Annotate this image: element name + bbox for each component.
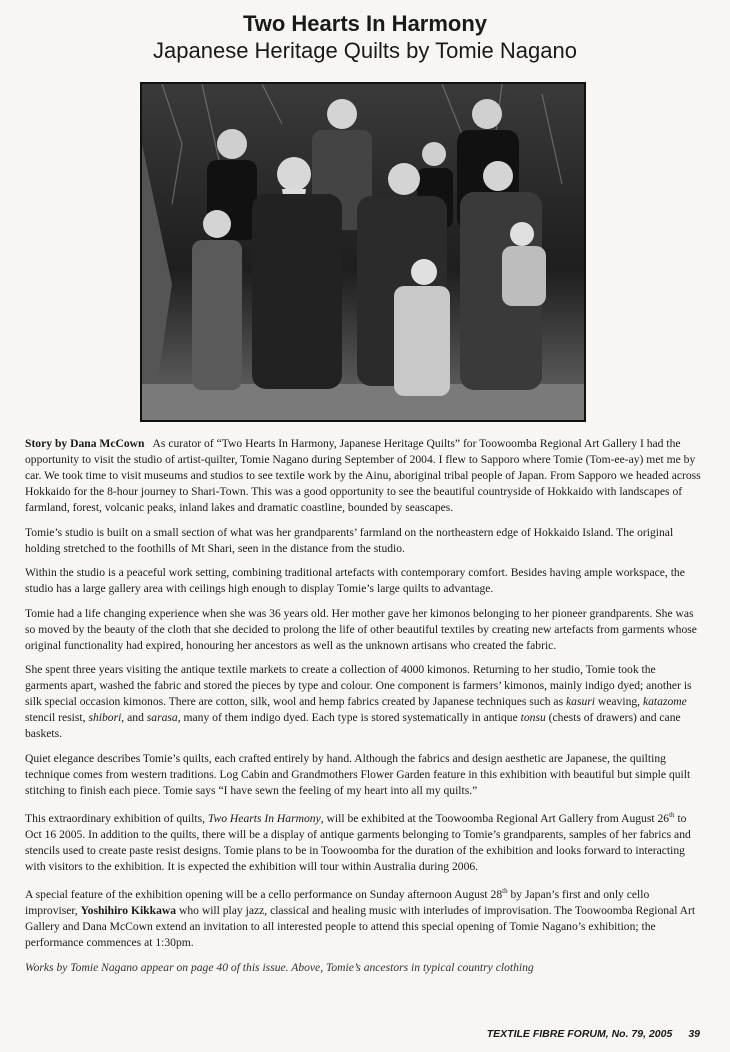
paragraph [25,662,701,742]
page-subtitle: Japanese Heritage Quilts by Tomie Nagano [153,38,577,63]
paragraph: Within the studio is a peaceful work setting, combining traditional artefacts with contemporary comfort. Besides having ample workspace, the studio has a large gallery area with ceilings high enough to display Tomie’s large quilts to advantage. [25,566,685,595]
publication-name: TEXTILE FIBRE FORUM, No. 79, 2005 [486,1028,673,1040]
performer-name: Yoshihiro Kikkawa [80,904,177,918]
article-body [25,436,701,984]
paragraph-text: stencil resist, [25,711,86,724]
paragraph: Quiet elegance describes Tomie’s quilts, each crafted entirely by hand. Although the fabrics and design aesthetic are Japanese, the quilting technique comes from western traditions. Log Cabin and Grandmothers Flower Garden feature in this exhibition with beautiful but simple quilt stitching to finish each piece. Tomie says “I have sewn the feeling of my heart into all my quilts.” [25,751,691,797]
paragraph-text: (chests of drawers) and cane baskets. [25,711,681,740]
term: kasuri [566,695,595,708]
exhibition-title: Two Hearts In Harmony [207,811,321,825]
paragraph [25,807,701,875]
family-portrait-photo [140,82,586,422]
paragraph-text: A special feature of the exhibition opening will be a cello performance on Sunday afternoon August 28 [25,888,503,902]
paragraph [25,883,701,951]
paragraph-text: by Japan’s first and only cello improviser, [25,888,650,918]
paragraph-text: She spent three years visiting the antique textile markets to create a collection of 4000 kimonos. Returning to her studio, Tomie took the garments apart, washed the fabric and stored the pieces by type and colour. One component is farmers’ kimonos, mainly indigo dyed; another is silk special occasion kimonos. There are cotton, silk, wool and hemp fabrics created by Japanese techniques such as [25,663,692,708]
paragraph-text: weaving, [597,695,641,708]
term: katazome [642,695,687,708]
paragraph-text: and [127,711,144,724]
paragraph: Tomie’s studio is built on a small section of what was her grandparents’ farmland on the northeastern edge of Hokkaido Island. The original holding stretched to the foothills of Mt Shari, seen in the distance from the studio. [25,525,674,555]
paragraph-text: As curator of “Two Hearts In Harmony, Japanese Heritage Quilts” for Toowoomba Regional Art Gallery I had the opportunity to visit the studio of artist-quilter, Tomie Nagano during September of 2004. I flew to Sapporo where Tomie (Tom-ee-ay) met me by car. We took time to visit museums and studios to see textile work by the Ainu, aboriginal tribal people of Japan. From Sapporo we headed across Hokkaido for the 8-hour journey to Shari-Town. This was a good opportunity to see the beautiful countryside of Hokkaido with landscapes of farmland, forest, volcanic peaks, inland lakes and dramatic coastline, bounded by seascapes. [25,437,701,514]
paragraph-text: who will play jazz, classical and healing music with interludes of improvisation. The Toowoomba Regional Art Gallery and Dana McCown extend an invitation to all interested people to attend this special opening of Tomie Nagano’s exhibition; the performance commences at 1:30pm. [25,904,696,950]
term: tonsu [520,711,546,724]
superscript: th [669,811,675,819]
photo-caption: Works by Tomie Nagano appear on page 40 of this issue. Above, Tomie’s ancestors in typical country clothing [25,960,534,974]
paragraph-text: This extraordinary exhibition of quilts, [25,811,205,825]
header [0,10,730,64]
paragraph-text: to Oct 16 2005. In addition to the quilts, there will be a display of antique garments belonging to Tomie’s grandparents, samples of her fabrics and stencils used to create paste resist designs. Tomie plans to be in Toowoomba for the duration of the exhibition and looks forward to interacting with visitors to the exhibition. It is expected the exhibition will tour within Australia during 2006. [25,811,691,873]
paragraph: Tomie had a life changing experience when she was 36 years old. Her mother gave her kimonos belonging to her pioneer grandparents. She was so moved by the beauty of the cloth that she decided to prolong the life of other beautiful textiles by creating new artefacts from garments whose original functionality had expired, honouring her ancestors as well as the unknown artisans who created the fabric. [25,606,697,652]
term: sarasa [146,711,178,724]
page-title: Two Hearts In Harmony [242,11,488,36]
photo-illustration [142,84,584,420]
page-footer [487,1028,700,1040]
term: shibori, [88,711,125,724]
page-number: 39 [688,1028,700,1040]
paragraph-text: , will be exhibited at the Toowoomba Regional Art Gallery from August 26 [320,811,670,825]
paragraph-text: , many of them indigo dyed. Each type is stored systematically in antique [177,711,518,724]
byline: Story by Dana McCown [25,437,145,450]
paragraph [25,436,701,516]
superscript: th [502,887,508,896]
